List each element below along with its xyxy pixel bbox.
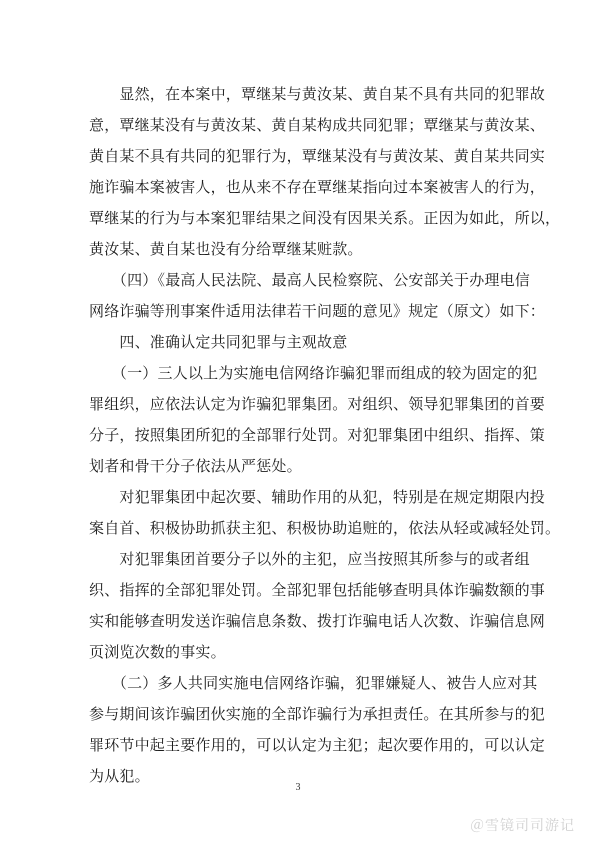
text-line: 网络诈骗等刑事案件适用法律若干问题的意见》规定（原文）如下： (89, 302, 546, 320)
text-line: 参与期间该诈骗团伙实施的全部诈骗行为承担责任。在其所参与的犯 (89, 705, 546, 723)
text-line: 黄自某不具有共同的犯罪行为，覃继某没有与黄汝某、黄自某共同实 (89, 147, 546, 165)
text-line: 为从犯。 (89, 767, 150, 785)
text-line: 罪组织，应依法认定为诈骗犯罪集团。对组织、领导犯罪集团的首要 (89, 395, 546, 413)
text-line: （四）《最高人民法院、最高人民检察院、公安部关于办理电信 (89, 271, 531, 289)
text-line: 织、指挥的全部犯罪处罚。全部犯罪包括能够查明具体诈骗数额的事 (89, 581, 546, 599)
text-line: 覃继某的行为与本案犯罪结果之间没有因果关系。正因为如此，所以， (89, 209, 561, 227)
text-line: 页浏览次数的事实。 (89, 643, 226, 661)
text-line: 划者和骨干分子依法从严惩处。 (89, 457, 302, 475)
text-line: 实和能够查明发送诈骗信息条数、拨打诈骗电话人次数、诈骗信息网 (89, 612, 546, 630)
text-line: 黄汝某、黄自某也没有分给覃继某赃款。 (89, 240, 363, 258)
text-line: 分子，按照集团所犯的全部罪行处罚。对犯罪集团中组织、指挥、策 (89, 426, 546, 444)
text-line: （二）多人共同实施电信网络诈骗，犯罪嫌疑人、被告人应对其 (89, 674, 538, 692)
section-heading: 四、准确认定共同犯罪与主观故意 (89, 333, 348, 351)
page-number: 3 (295, 782, 301, 793)
text-line: 对犯罪集团首要分子以外的主犯，应当按照其所参与的或者组 (89, 550, 530, 568)
text-line: 案自首、积极协助抓获主犯、积极协助追赃的，依法从轻或减轻处罚。 (89, 519, 561, 537)
text-line: 显然，在本案中，覃继某与黄汝某、黄自某不具有共同的犯罪故 (89, 85, 546, 103)
watermark: ＠雪镜司司游记 (470, 818, 575, 834)
text-line: 施诈骗本案被害人，也从来不存在覃继某指向过本案被害人的行为， (89, 178, 546, 196)
text-line: 对犯罪集团中起次要、辅助作用的从犯，特别是在规定期限内投 (89, 488, 546, 506)
text-line: （一）三人以上为实施电信网络诈骗犯罪而组成的较为固定的犯 (89, 364, 538, 382)
text-line: 意，覃继某没有与黄汝某、黄自某构成共同犯罪；覃继某与黄汝某、 (89, 116, 546, 134)
text-line: 罪环节中起主要作用的，可以认定为主犯；起次要作用的，可以认定 (89, 736, 546, 754)
